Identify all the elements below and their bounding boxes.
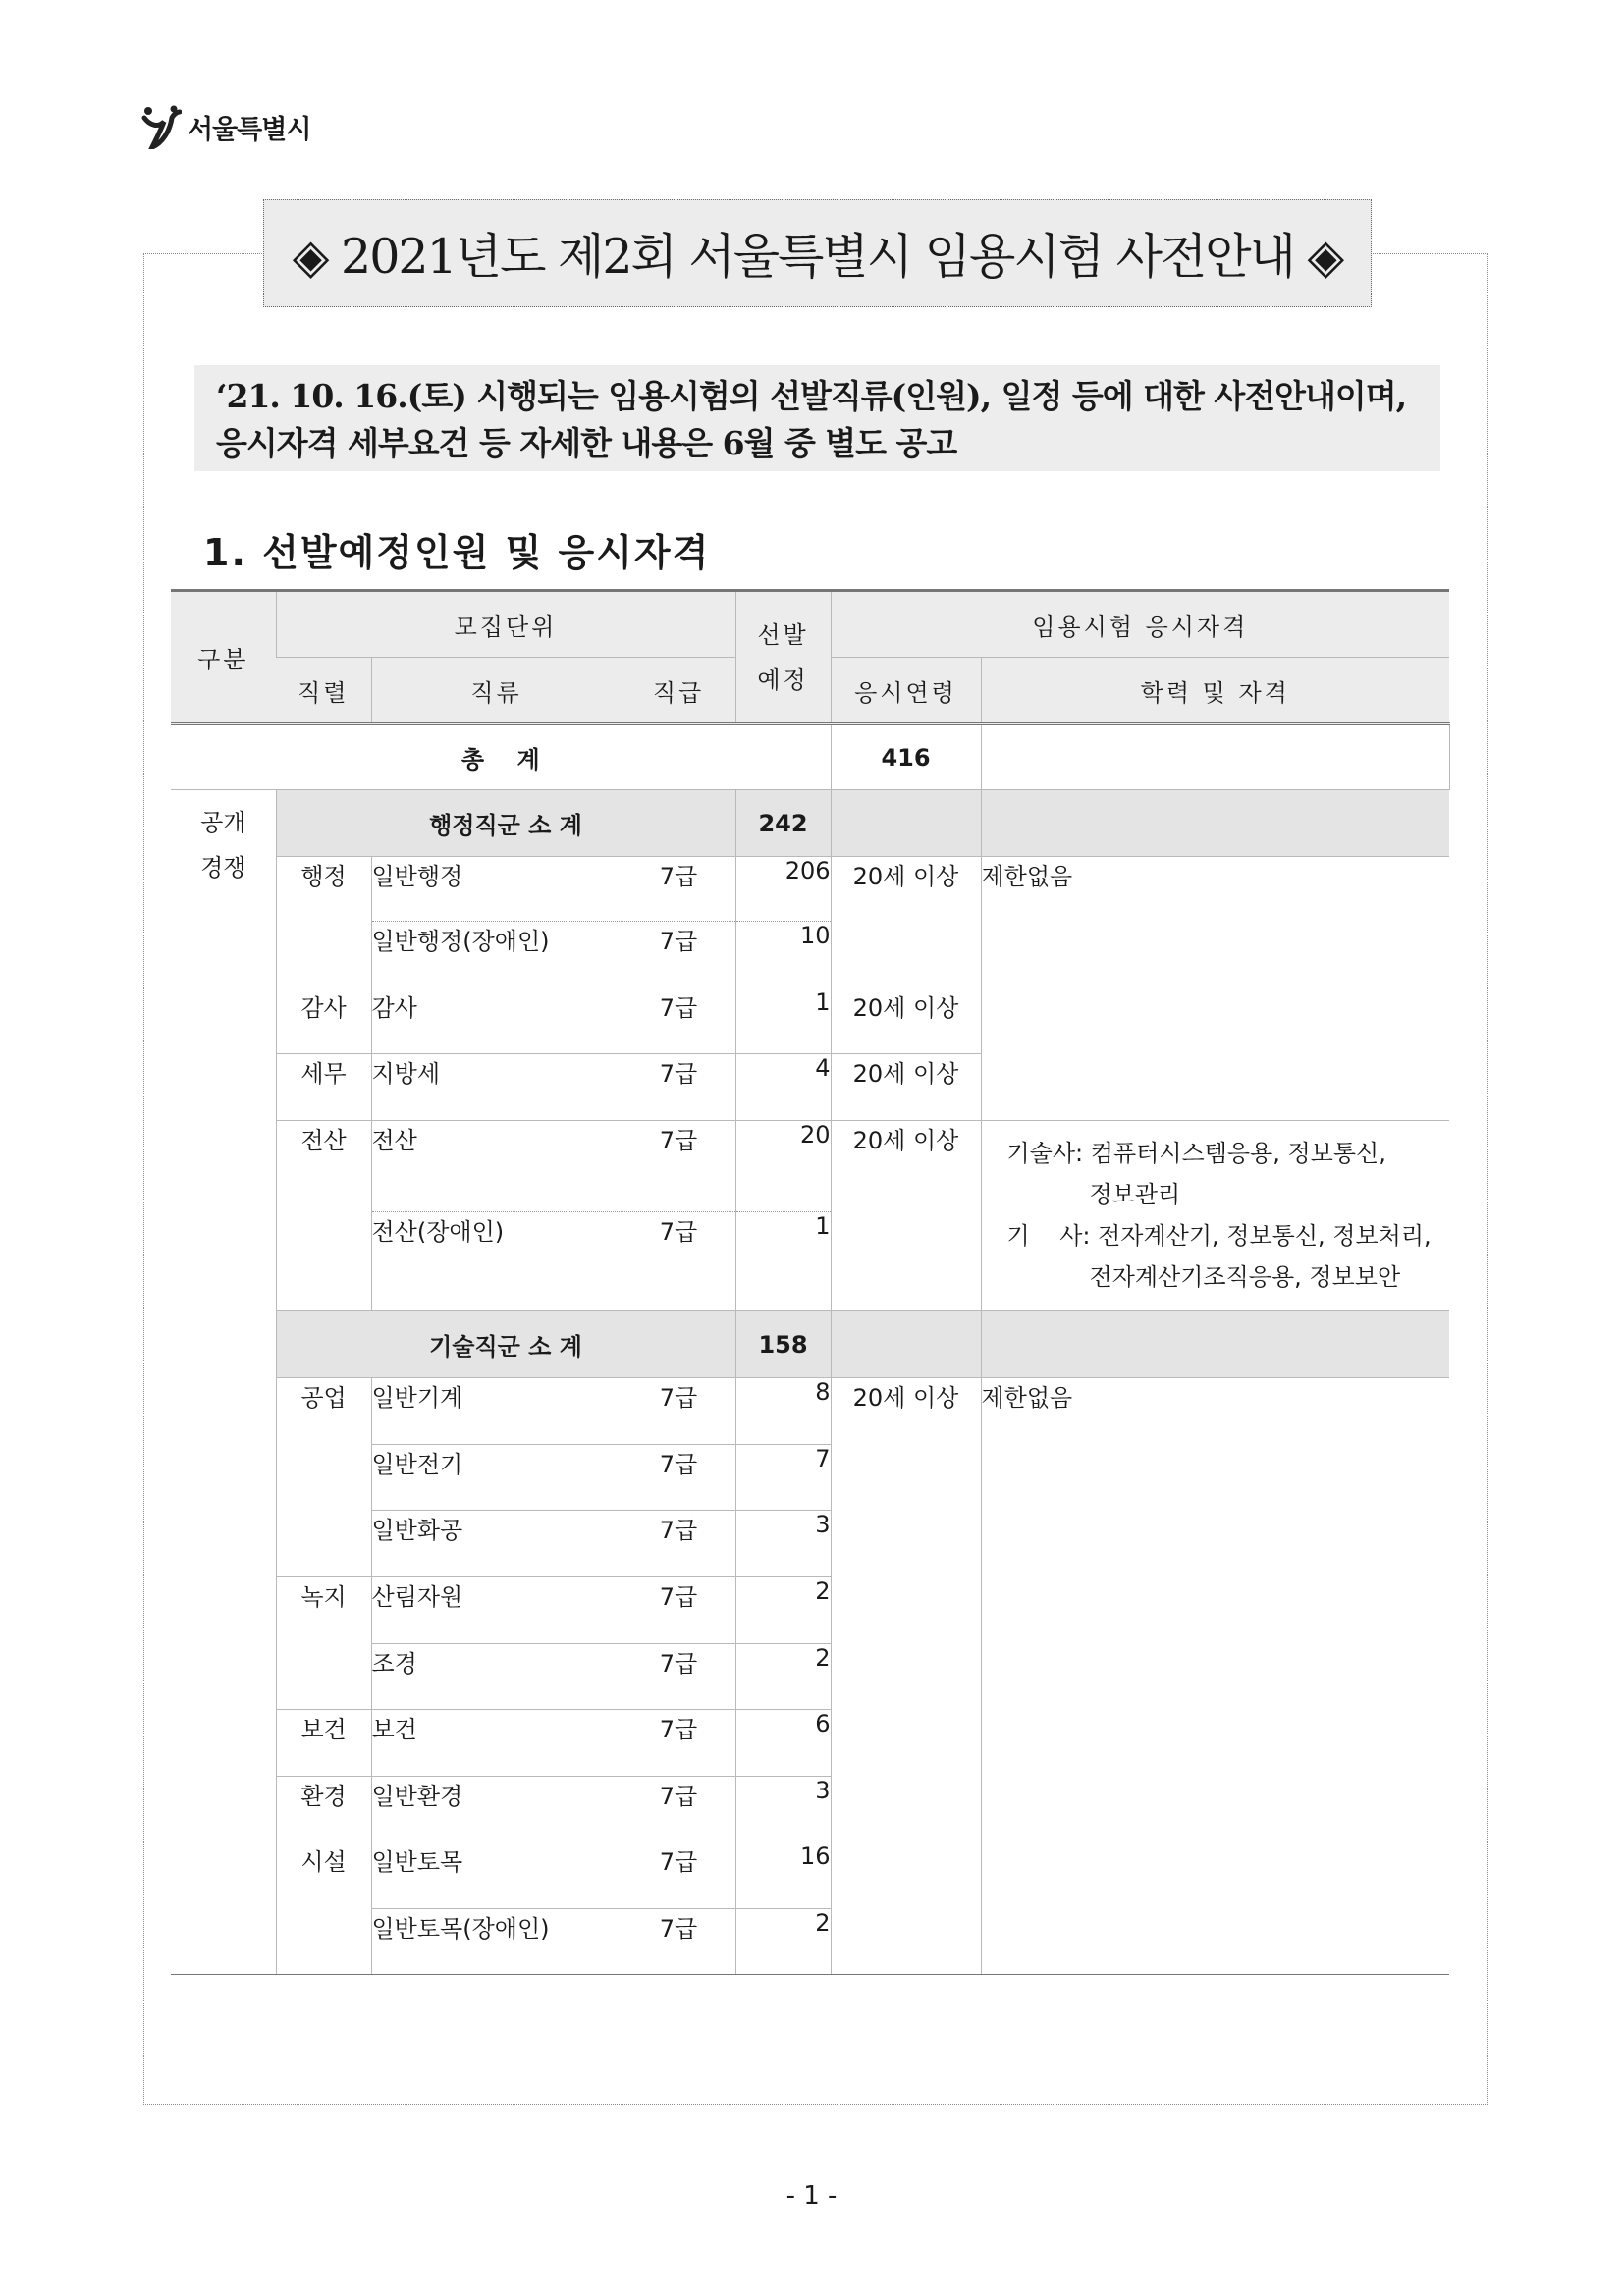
edu-cell: 제한없음 [981, 1378, 1449, 1975]
class-cell: 보건 [371, 1710, 622, 1777]
grade-cell: 7급 [622, 1644, 735, 1710]
header-series: 직렬 [276, 658, 371, 724]
page-title: ◈ 2021년도 제2회 서울특별시 임용시험 사전안내 ◈ [292, 229, 1343, 285]
series-cell: 감사 [276, 988, 371, 1054]
grade-cell: 7급 [622, 1511, 735, 1577]
count-cell: 2 [735, 1577, 831, 1644]
header-selection-line1: 선발 [757, 620, 809, 649]
seoul-logo [140, 102, 310, 151]
grade-cell: 7급 [622, 1577, 735, 1644]
tech-subtotal-row [171, 1311, 1449, 1378]
count-cell: 20 [735, 1121, 831, 1212]
gubun-line2: 경쟁 [200, 854, 246, 881]
tech-subtotal-age [831, 1311, 981, 1378]
series-cell: 공업 [276, 1378, 371, 1577]
grade-cell: 7급 [622, 1445, 735, 1511]
series-cell: 시설 [276, 1842, 371, 1975]
admin-subtotal-row [171, 790, 1449, 857]
total-count: 416 [831, 724, 981, 790]
grade-cell: 7급 [622, 1909, 735, 1975]
class-cell: 일반토목 [371, 1842, 622, 1909]
class-cell: 조경 [371, 1644, 622, 1710]
title-box [263, 199, 1372, 307]
header-selection-plan [735, 591, 831, 724]
series-cell: 행정 [276, 857, 371, 988]
gubun-line1: 공개 [200, 809, 246, 836]
admin-subtotal-count: 242 [735, 790, 831, 857]
age-cell: 20세 이상 [831, 857, 981, 988]
series-cell: 세무 [276, 1054, 371, 1121]
class-cell: 일반환경 [371, 1777, 622, 1842]
header-recruit-unit: 모집단위 [276, 591, 735, 658]
section-heading: 1. 선발예정인원 및 응시자격 [203, 531, 711, 574]
it-qualification-cell [981, 1121, 1449, 1311]
class-cell: 지방세 [371, 1054, 622, 1121]
seoul-logo-icon [140, 104, 182, 149]
grade-cell: 7급 [622, 1378, 735, 1445]
count-cell: 1 [735, 988, 831, 1054]
count-cell: 6 [735, 1710, 831, 1777]
tech-subtotal-edu [981, 1311, 1449, 1378]
qual-line-1: 기술사: 컴퓨터시스템응용, 정보통신, [1006, 1140, 1386, 1167]
admin-subtotal-edu [981, 790, 1449, 857]
header-gubun: 구분 [171, 591, 276, 724]
recruitment-table [171, 589, 1449, 1975]
header-grade: 직급 [622, 658, 735, 724]
grade-cell: 7급 [622, 1842, 735, 1909]
qual-line-2: 정보관리 [1089, 1181, 1181, 1208]
grade-cell: 7급 [622, 857, 735, 922]
series-cell: 전산 [276, 1121, 371, 1311]
table-row [171, 1121, 1449, 1212]
grade-cell: 7급 [622, 1054, 735, 1121]
series-cell: 녹지 [276, 1577, 371, 1710]
class-cell: 일반화공 [371, 1511, 622, 1577]
count-cell: 206 [735, 857, 831, 922]
class-cell: 일반기계 [371, 1378, 622, 1445]
grade-cell: 7급 [622, 988, 735, 1054]
admin-subtotal-label: 행정직군 소 계 [276, 790, 735, 857]
class-cell: 감사 [371, 988, 622, 1054]
gubun-open-competition [171, 790, 276, 1975]
header-education: 학력 및 자격 [981, 658, 1449, 724]
count-cell: 4 [735, 1054, 831, 1121]
age-cell: 20세 이상 [831, 1378, 981, 1975]
page-number: - 1 - [785, 2181, 838, 2211]
count-cell: 16 [735, 1842, 831, 1909]
count-cell: 1 [735, 1212, 831, 1311]
count-cell: 2 [735, 1644, 831, 1710]
age-cell: 20세 이상 [831, 1121, 981, 1311]
class-cell: 일반토목(장애인) [371, 1909, 622, 1975]
class-cell: 일반행정(장애인) [371, 922, 622, 988]
total-label: 총 계 [171, 724, 831, 790]
header-qualification: 임용시험 응시자격 [831, 591, 1449, 658]
series-cell: 환경 [276, 1777, 371, 1842]
series-cell: 보건 [276, 1710, 371, 1777]
header-class: 직류 [371, 658, 622, 724]
count-cell: 8 [735, 1378, 831, 1445]
intro-line-1: ‘21. 10. 16.(토) 시행되는 임용시험의 선발직류(인원), 일정 등에 대한 사전안내이며, [216, 377, 1407, 415]
tech-subtotal-count: 158 [735, 1311, 831, 1378]
header-selection-line2: 예정 [757, 666, 809, 694]
admin-subtotal-age [831, 790, 981, 857]
intro-notice [194, 365, 1440, 471]
grade-cell: 7급 [622, 1121, 735, 1212]
intro-line-2: 응시자격 세부요건 등 자세한 내용은 6월 중 별도 공고 [216, 424, 957, 462]
age-cell: 20세 이상 [831, 1054, 981, 1121]
age-cell: 20세 이상 [831, 988, 981, 1054]
count-cell: 3 [735, 1511, 831, 1577]
table-row [171, 1378, 1449, 1445]
qual-line-4: 전자계산기조직응용, 정보보안 [1089, 1263, 1401, 1291]
count-cell: 7 [735, 1445, 831, 1511]
header-age: 응시연령 [831, 658, 981, 724]
total-age-cell [981, 724, 1449, 790]
class-cell: 산림자원 [371, 1577, 622, 1644]
class-cell: 일반전기 [371, 1445, 622, 1511]
logo-text: 서울특별시 [188, 114, 311, 145]
grade-cell: 7급 [622, 1777, 735, 1842]
count-cell: 3 [735, 1777, 831, 1842]
class-cell: 전산(장애인) [371, 1212, 622, 1311]
grade-cell: 7급 [622, 1710, 735, 1777]
total-row [171, 724, 1449, 790]
grade-cell: 7급 [622, 922, 735, 988]
edu-cell: 제한없음 [981, 857, 1449, 1121]
class-cell: 전산 [371, 1121, 622, 1212]
count-cell: 10 [735, 922, 831, 988]
tech-subtotal-label: 기술직군 소 계 [276, 1311, 735, 1378]
qual-line-3: 기 사: 전자계산기, 정보통신, 정보처리, [1006, 1222, 1432, 1250]
grade-cell: 7급 [622, 1212, 735, 1311]
table-row [171, 857, 1449, 922]
class-cell: 일반행정 [371, 857, 622, 922]
count-cell: 2 [735, 1909, 831, 1975]
